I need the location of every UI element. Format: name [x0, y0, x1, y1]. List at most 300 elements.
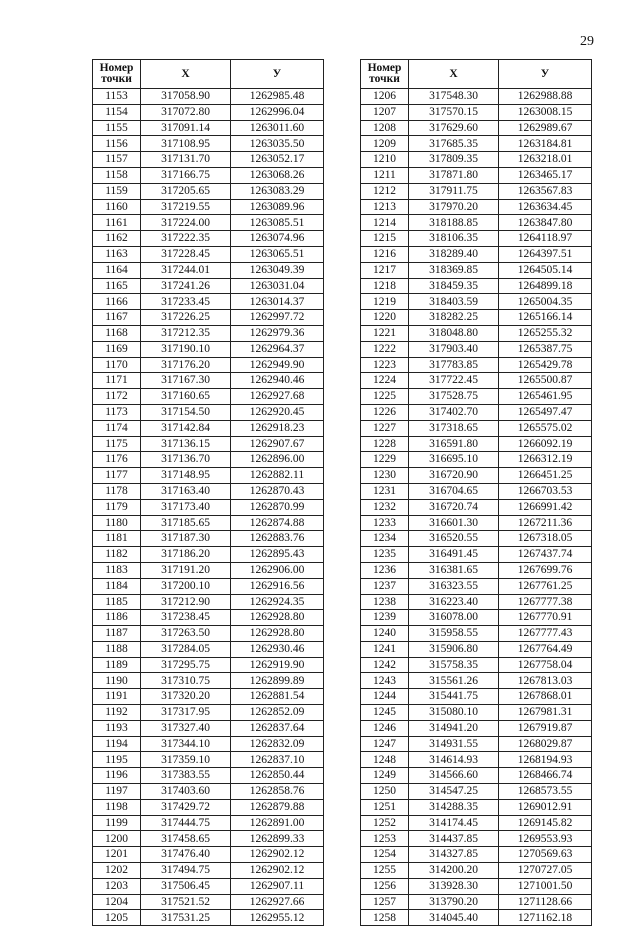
x-coordinate-cell: 315958.55: [409, 626, 499, 642]
x-coordinate-cell: 316720.90: [409, 468, 499, 484]
x-coordinate-cell: 314547.25: [409, 784, 499, 800]
point-number-cell: 1177: [93, 468, 141, 484]
point-number-cell: 1228: [361, 436, 409, 452]
point-number-cell: 1225: [361, 389, 409, 405]
y-coordinate-cell: 1262918.23: [231, 420, 324, 436]
y-coordinate-cell: 1267764.49: [499, 641, 592, 657]
table-row: [93, 863, 324, 879]
y-coordinate-cell: 1269553.93: [499, 831, 592, 847]
table-row: [93, 910, 324, 926]
y-coordinate-cell: 1262924.35: [231, 594, 324, 610]
y-coordinate-cell: 1265575.02: [499, 420, 592, 436]
y-coordinate-cell: 1268029.87: [499, 736, 592, 752]
y-coordinate-cell: 1263083.29: [231, 183, 324, 199]
y-coordinate-cell: 1262899.33: [231, 831, 324, 847]
point-number-cell: 1254: [361, 847, 409, 863]
x-coordinate-cell: 317205.65: [141, 183, 231, 199]
y-coordinate-cell: 1263465.17: [499, 167, 592, 183]
x-coordinate-cell: 314045.40: [409, 910, 499, 926]
point-number-cell: 1189: [93, 657, 141, 673]
y-coordinate-cell: 1262858.76: [231, 784, 324, 800]
point-number-cell: 1237: [361, 578, 409, 594]
x-coordinate-cell: 314174.45: [409, 815, 499, 831]
table-row: [93, 89, 324, 105]
point-number-cell: 1187: [93, 626, 141, 642]
y-coordinate-cell: 1263634.45: [499, 199, 592, 215]
y-coordinate-cell: 1270569.63: [499, 847, 592, 863]
table-row: [93, 657, 324, 673]
table-row: [93, 705, 324, 721]
point-number-cell: 1183: [93, 562, 141, 578]
y-coordinate-cell: 1267868.01: [499, 689, 592, 705]
table-row: [361, 863, 592, 879]
table-row: [93, 689, 324, 705]
point-number-cell: 1157: [93, 152, 141, 168]
point-number-cell: 1213: [361, 199, 409, 215]
y-coordinate-cell: 1267813.03: [499, 673, 592, 689]
x-coordinate-cell: 317327.40: [141, 720, 231, 736]
x-coordinate-cell: 316381.65: [409, 562, 499, 578]
y-coordinate-cell: 1262940.46: [231, 373, 324, 389]
y-coordinate-cell: 1268466.74: [499, 768, 592, 784]
x-coordinate-cell: 317173.40: [141, 499, 231, 515]
point-number-cell: 1176: [93, 452, 141, 468]
point-number-cell: 1199: [93, 815, 141, 831]
y-coordinate-cell: 1262850.44: [231, 768, 324, 784]
table-row: [93, 310, 324, 326]
y-coordinate-cell: 1264118.97: [499, 231, 592, 247]
y-coordinate-cell: 1264397.51: [499, 246, 592, 262]
y-coordinate-cell: 1263052.17: [231, 152, 324, 168]
y-coordinate-cell: 1262907.67: [231, 436, 324, 452]
point-number-cell: 1245: [361, 705, 409, 721]
table-row: [93, 357, 324, 373]
table-row: [93, 499, 324, 515]
point-number-cell: 1222: [361, 341, 409, 357]
x-coordinate-cell: 317476.40: [141, 847, 231, 863]
x-coordinate-cell: 317444.75: [141, 815, 231, 831]
point-number-cell: 1256: [361, 878, 409, 894]
y-coordinate-cell: 1262902.12: [231, 863, 324, 879]
x-coordinate-cell: 317222.35: [141, 231, 231, 247]
x-coordinate-cell: 315441.75: [409, 689, 499, 705]
x-coordinate-cell: 317318.65: [409, 420, 499, 436]
header-x: Х: [409, 60, 499, 89]
x-coordinate-cell: 317190.10: [141, 341, 231, 357]
y-coordinate-cell: 1267981.31: [499, 705, 592, 721]
point-number-cell: 1251: [361, 799, 409, 815]
x-coordinate-cell: 317224.00: [141, 215, 231, 231]
y-coordinate-cell: 1262832.09: [231, 736, 324, 752]
point-number-cell: 1223: [361, 357, 409, 373]
y-coordinate-cell: 1263847.80: [499, 215, 592, 231]
point-number-cell: 1242: [361, 657, 409, 673]
point-number-cell: 1217: [361, 262, 409, 278]
point-number-cell: 1203: [93, 878, 141, 894]
x-coordinate-cell: 315758.35: [409, 657, 499, 673]
table-row: [361, 152, 592, 168]
x-coordinate-cell: 317154.50: [141, 404, 231, 420]
point-number-cell: 1214: [361, 215, 409, 231]
y-coordinate-cell: 1262881.54: [231, 689, 324, 705]
table-row: [361, 231, 592, 247]
x-coordinate-cell: 318289.40: [409, 246, 499, 262]
point-number-cell: 1164: [93, 262, 141, 278]
point-number-cell: 1188: [93, 641, 141, 657]
point-number-cell: 1202: [93, 863, 141, 879]
y-coordinate-cell: 1262927.68: [231, 389, 324, 405]
point-number-cell: 1230: [361, 468, 409, 484]
x-coordinate-cell: 315561.26: [409, 673, 499, 689]
y-coordinate-cell: 1265166.14: [499, 310, 592, 326]
point-number-cell: 1167: [93, 310, 141, 326]
y-coordinate-cell: 1262979.36: [231, 325, 324, 341]
x-coordinate-cell: 314200.20: [409, 863, 499, 879]
point-number-cell: 1248: [361, 752, 409, 768]
y-coordinate-cell: 1263074.96: [231, 231, 324, 247]
point-number-cell: 1244: [361, 689, 409, 705]
table-row: [361, 752, 592, 768]
table-row: [93, 578, 324, 594]
x-coordinate-cell: 317494.75: [141, 863, 231, 879]
point-number-cell: 1195: [93, 752, 141, 768]
point-number-cell: 1210: [361, 152, 409, 168]
y-coordinate-cell: 1262899.89: [231, 673, 324, 689]
point-number-cell: 1201: [93, 847, 141, 863]
table-row: [361, 199, 592, 215]
table-row: [93, 531, 324, 547]
x-coordinate-cell: 314437.85: [409, 831, 499, 847]
y-coordinate-cell: 1265500.87: [499, 373, 592, 389]
point-number-cell: 1154: [93, 104, 141, 120]
x-coordinate-cell: 317136.15: [141, 436, 231, 452]
y-coordinate-cell: 1265387.75: [499, 341, 592, 357]
x-coordinate-cell: 317403.60: [141, 784, 231, 800]
y-coordinate-cell: 1267211.36: [499, 515, 592, 531]
table-row: [93, 341, 324, 357]
y-coordinate-cell: 1265461.95: [499, 389, 592, 405]
table-row: [93, 736, 324, 752]
page-number: 29: [580, 34, 594, 49]
x-coordinate-cell: 317131.70: [141, 152, 231, 168]
table-row: [93, 262, 324, 278]
header-point-number: Номер точки: [361, 60, 409, 89]
table-row: [93, 768, 324, 784]
x-coordinate-cell: 315080.10: [409, 705, 499, 721]
table-row: [361, 594, 592, 610]
point-number-cell: 1163: [93, 246, 141, 262]
header-point-number: Номер точки: [93, 60, 141, 89]
point-number-cell: 1220: [361, 310, 409, 326]
y-coordinate-cell: 1263049.39: [231, 262, 324, 278]
table-row: [361, 89, 592, 105]
table-row: [93, 120, 324, 136]
table-row: [361, 641, 592, 657]
point-number-cell: 1161: [93, 215, 141, 231]
point-number-cell: 1241: [361, 641, 409, 657]
y-coordinate-cell: 1267777.38: [499, 594, 592, 610]
point-number-cell: 1218: [361, 278, 409, 294]
x-coordinate-cell: 318403.59: [409, 294, 499, 310]
table-row: [361, 278, 592, 294]
x-coordinate-cell: 318048.80: [409, 325, 499, 341]
point-number-cell: 1257: [361, 894, 409, 910]
y-coordinate-cell: 1263085.51: [231, 215, 324, 231]
y-coordinate-cell: 1262930.46: [231, 641, 324, 657]
y-coordinate-cell: 1271162.18: [499, 910, 592, 926]
point-number-cell: 1181: [93, 531, 141, 547]
point-number-cell: 1156: [93, 136, 141, 152]
y-coordinate-cell: 1267761.25: [499, 578, 592, 594]
y-coordinate-cell: 1262902.12: [231, 847, 324, 863]
table-row: [93, 784, 324, 800]
point-number-cell: 1211: [361, 167, 409, 183]
table-row: [93, 246, 324, 262]
point-number-cell: 1193: [93, 720, 141, 736]
x-coordinate-cell: 317163.40: [141, 483, 231, 499]
point-number-cell: 1162: [93, 231, 141, 247]
table-row: [93, 799, 324, 815]
x-coordinate-cell: 316491.45: [409, 547, 499, 563]
x-coordinate-cell: 316695.10: [409, 452, 499, 468]
y-coordinate-cell: 1265004.35: [499, 294, 592, 310]
table-row: [361, 689, 592, 705]
x-coordinate-cell: 317429.72: [141, 799, 231, 815]
table-row: [93, 641, 324, 657]
table-row: [361, 910, 592, 926]
x-coordinate-cell: 317187.30: [141, 531, 231, 547]
x-coordinate-cell: 317167.30: [141, 373, 231, 389]
table-row: [93, 894, 324, 910]
x-coordinate-cell: 317191.20: [141, 562, 231, 578]
point-number-cell: 1247: [361, 736, 409, 752]
point-number-cell: 1229: [361, 452, 409, 468]
x-coordinate-cell: 318188.85: [409, 215, 499, 231]
point-number-cell: 1235: [361, 547, 409, 563]
x-coordinate-cell: 317528.75: [409, 389, 499, 405]
y-coordinate-cell: 1262989.67: [499, 120, 592, 136]
point-number-cell: 1216: [361, 246, 409, 262]
x-coordinate-cell: 317219.55: [141, 199, 231, 215]
x-coordinate-cell: 317295.75: [141, 657, 231, 673]
y-coordinate-cell: 1267777.43: [499, 626, 592, 642]
table-row: [361, 610, 592, 626]
y-coordinate-cell: 1263035.50: [231, 136, 324, 152]
x-coordinate-cell: 317108.95: [141, 136, 231, 152]
y-coordinate-cell: 1262919.90: [231, 657, 324, 673]
x-coordinate-cell: 317629.60: [409, 120, 499, 136]
x-coordinate-cell: 317244.01: [141, 262, 231, 278]
table-row: [93, 231, 324, 247]
x-coordinate-cell: 317058.90: [141, 89, 231, 105]
table-row: [361, 436, 592, 452]
x-coordinate-cell: 314614.93: [409, 752, 499, 768]
x-coordinate-cell: 317226.25: [141, 310, 231, 326]
table-row: [93, 420, 324, 436]
point-number-cell: 1246: [361, 720, 409, 736]
table-row: [93, 452, 324, 468]
y-coordinate-cell: 1262916.56: [231, 578, 324, 594]
table-row: [361, 736, 592, 752]
table-row: [93, 294, 324, 310]
point-number-cell: 1207: [361, 104, 409, 120]
y-coordinate-cell: 1266312.19: [499, 452, 592, 468]
point-number-cell: 1243: [361, 673, 409, 689]
point-number-cell: 1180: [93, 515, 141, 531]
table-row: [93, 278, 324, 294]
x-coordinate-cell: 317185.65: [141, 515, 231, 531]
x-coordinate-cell: 317241.26: [141, 278, 231, 294]
point-number-cell: 1173: [93, 404, 141, 420]
x-coordinate-cell: 317233.45: [141, 294, 231, 310]
table-row: [361, 673, 592, 689]
y-coordinate-cell: 1271128.66: [499, 894, 592, 910]
point-number-cell: 1171: [93, 373, 141, 389]
table-row: [93, 626, 324, 642]
y-coordinate-cell: 1271001.50: [499, 878, 592, 894]
y-coordinate-cell: 1267437.74: [499, 547, 592, 563]
table-row: [361, 784, 592, 800]
table-row: [93, 152, 324, 168]
table-row: [93, 215, 324, 231]
point-number-cell: 1238: [361, 594, 409, 610]
table-row: [361, 468, 592, 484]
y-coordinate-cell: 1264899.18: [499, 278, 592, 294]
table-row: [361, 578, 592, 594]
table-row: [93, 104, 324, 120]
point-number-cell: 1191: [93, 689, 141, 705]
table-row: [361, 215, 592, 231]
x-coordinate-cell: 317570.15: [409, 104, 499, 120]
x-coordinate-cell: 317317.95: [141, 705, 231, 721]
coordinates-table-right: [360, 59, 592, 926]
x-coordinate-cell: 317383.55: [141, 768, 231, 784]
table-row: [93, 594, 324, 610]
y-coordinate-cell: 1262955.12: [231, 910, 324, 926]
x-coordinate-cell: 317212.90: [141, 594, 231, 610]
x-coordinate-cell: 317320.20: [141, 689, 231, 705]
y-coordinate-cell: 1262895.43: [231, 547, 324, 563]
y-coordinate-cell: 1267758.04: [499, 657, 592, 673]
x-coordinate-cell: 317506.45: [141, 878, 231, 894]
x-coordinate-cell: 317871.80: [409, 167, 499, 183]
x-coordinate-cell: 317359.10: [141, 752, 231, 768]
x-coordinate-cell: 317809.35: [409, 152, 499, 168]
table-row: [361, 562, 592, 578]
x-coordinate-cell: 317200.10: [141, 578, 231, 594]
point-number-cell: 1204: [93, 894, 141, 910]
table-row: [93, 831, 324, 847]
header-y: У: [231, 60, 324, 89]
table-row: [93, 547, 324, 563]
point-number-cell: 1209: [361, 136, 409, 152]
y-coordinate-cell: 1262870.43: [231, 483, 324, 499]
y-coordinate-cell: 1265429.78: [499, 357, 592, 373]
x-coordinate-cell: 313790.20: [409, 894, 499, 910]
point-number-cell: 1208: [361, 120, 409, 136]
table-row: [93, 436, 324, 452]
point-number-cell: 1166: [93, 294, 141, 310]
point-number-cell: 1231: [361, 483, 409, 499]
table-row: [361, 262, 592, 278]
point-number-cell: 1179: [93, 499, 141, 515]
table-header-row: [93, 60, 324, 89]
y-coordinate-cell: 1269145.82: [499, 815, 592, 831]
x-coordinate-cell: 317186.20: [141, 547, 231, 563]
y-coordinate-cell: 1262949.90: [231, 357, 324, 373]
point-number-cell: 1249: [361, 768, 409, 784]
table-row: [93, 483, 324, 499]
table-row: [361, 420, 592, 436]
point-number-cell: 1192: [93, 705, 141, 721]
x-coordinate-cell: 317142.84: [141, 420, 231, 436]
y-coordinate-cell: 1262874.88: [231, 515, 324, 531]
y-coordinate-cell: 1262891.00: [231, 815, 324, 831]
table-row: [361, 847, 592, 863]
table-row: [361, 246, 592, 262]
y-coordinate-cell: 1262964.37: [231, 341, 324, 357]
point-number-cell: 1197: [93, 784, 141, 800]
table-row: [361, 310, 592, 326]
x-coordinate-cell: 317228.45: [141, 246, 231, 262]
point-number-cell: 1172: [93, 389, 141, 405]
point-number-cell: 1253: [361, 831, 409, 847]
x-coordinate-cell: 318106.35: [409, 231, 499, 247]
table-row: [361, 373, 592, 389]
table-row: [93, 468, 324, 484]
x-coordinate-cell: 317136.70: [141, 452, 231, 468]
table-row: [93, 815, 324, 831]
table-row: [361, 136, 592, 152]
y-coordinate-cell: 1263011.60: [231, 120, 324, 136]
point-number-cell: 1221: [361, 325, 409, 341]
table-row: [93, 752, 324, 768]
x-coordinate-cell: 318282.25: [409, 310, 499, 326]
x-coordinate-cell: 317531.25: [141, 910, 231, 926]
table-row: [361, 389, 592, 405]
point-number-cell: 1258: [361, 910, 409, 926]
x-coordinate-cell: 317238.45: [141, 610, 231, 626]
table-row: [361, 104, 592, 120]
table-header-row: [361, 60, 592, 89]
point-number-cell: 1240: [361, 626, 409, 642]
x-coordinate-cell: 317548.30: [409, 89, 499, 105]
y-coordinate-cell: 1263184.81: [499, 136, 592, 152]
point-number-cell: 1227: [361, 420, 409, 436]
table-row: [93, 404, 324, 420]
x-coordinate-cell: 317970.20: [409, 199, 499, 215]
point-number-cell: 1159: [93, 183, 141, 199]
x-coordinate-cell: 317176.20: [141, 357, 231, 373]
table-row: [361, 626, 592, 642]
table-row: [361, 515, 592, 531]
x-coordinate-cell: 315906.80: [409, 641, 499, 657]
x-coordinate-cell: 317284.05: [141, 641, 231, 657]
y-coordinate-cell: 1263068.26: [231, 167, 324, 183]
table-row: [361, 720, 592, 736]
y-coordinate-cell: 1262906.00: [231, 562, 324, 578]
x-coordinate-cell: 317212.35: [141, 325, 231, 341]
table-row: [93, 720, 324, 736]
table-row: [93, 199, 324, 215]
y-coordinate-cell: 1262920.45: [231, 404, 324, 420]
table-row: [93, 610, 324, 626]
y-coordinate-cell: 1268573.55: [499, 784, 592, 800]
y-coordinate-cell: 1263008.15: [499, 104, 592, 120]
table-row: [361, 768, 592, 784]
table-row: [361, 657, 592, 673]
table-row: [93, 389, 324, 405]
